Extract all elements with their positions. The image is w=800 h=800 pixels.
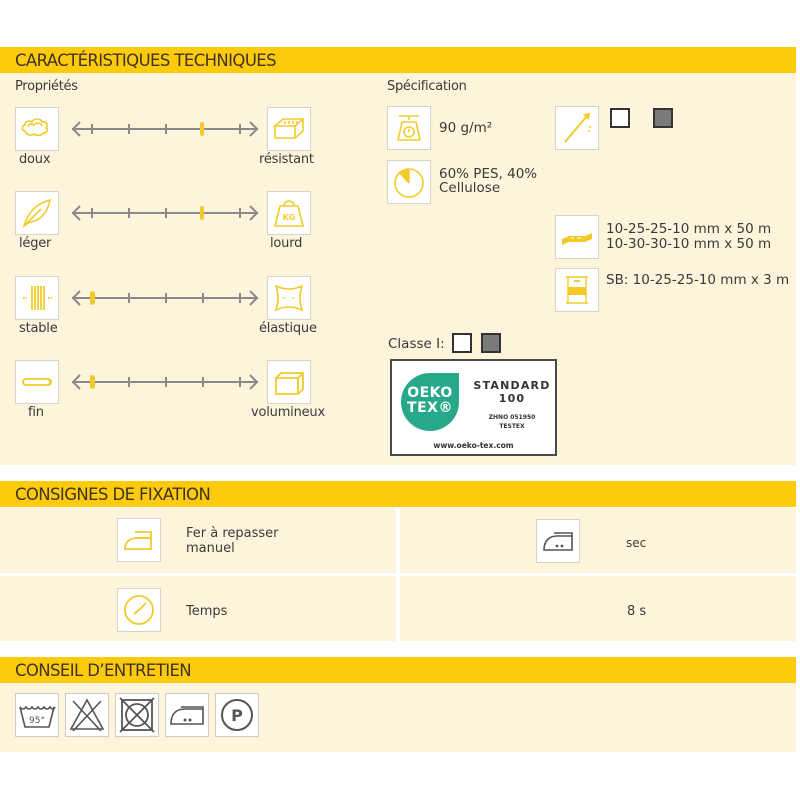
scale-stable-elastique [70,288,260,308]
class-swatch-white [452,333,472,353]
format-1: 10-25-25-10 mm x 50 m [606,221,772,237]
scale-fin-volumineux [70,372,260,392]
no-tumble-dry-icon [115,693,159,737]
composition-line1: 60% PES, 40% [439,166,538,182]
oeko-institute: TESTEX [499,423,525,430]
fixation-method-line1: Fer à repasser [186,526,279,541]
oeko-tex-logo [401,373,459,431]
iron-two-dots-icon [536,519,580,563]
svg-text:P: P [231,706,243,725]
clock-icon [117,588,161,632]
property-left-label: stable [19,321,58,336]
oeko-standard-text: STANDARD [473,379,551,392]
tape-roll-icon [555,215,599,259]
weight-value: 90 g/m² [439,120,493,136]
fixation-cell-right [400,508,796,573]
composition-line2: Cellulose [439,180,501,196]
fixation-time-value: 8 s [627,604,647,619]
property-right-label: lourd [270,236,303,251]
stable-fabric-icon [15,276,59,320]
section-header-characteristics: CARACTÉRISTIQUES TECHNIQUES [0,47,796,73]
thin-roll-icon [15,360,59,404]
oeko-line1: OEKO [407,385,453,401]
bulky-block-icon [267,360,311,404]
no-bleach-icon [65,693,109,737]
properties-label: Propriétés [15,79,78,94]
iron-medium-icon [165,693,209,737]
dry-clean-p-icon [215,693,259,737]
oeko-line2: TEX® [407,400,453,416]
sb-box-icon [555,268,599,312]
format-2: 10-30-30-10 mm x 50 m [606,236,772,252]
composition-pie-icon [387,160,431,204]
specification-label: Spécification [387,79,467,94]
iron-setting-value: sec [626,536,647,550]
wash-95-icon [15,693,59,737]
property-right-label: résistant [259,152,314,167]
section-header-fixation: CONSIGNES DE FIXATION [0,481,796,507]
property-left-label: doux [19,152,51,167]
hand-iron-icon [117,518,161,562]
feather-icon [15,191,59,235]
brick-icon [267,107,311,151]
scale-leger-lourd [70,203,260,223]
svg-text:95°: 95° [29,716,45,726]
fixation-time-label: Temps [186,604,228,619]
oeko-code [470,413,554,431]
cloud-icon [15,107,59,151]
property-right-label: volumineux [251,405,325,420]
oeko-standard [470,379,554,405]
section-header-care: CONSEIL D’ENTRETIEN [0,657,796,683]
fixation-cell-right [400,576,796,641]
property-left-label: léger [19,236,52,251]
svg-text:KG: KG [282,213,296,222]
elastic-fabric-icon [267,276,311,320]
color-swatch-grey [653,108,673,128]
class-label: Classe I: [388,336,445,352]
brush-color-icon [555,106,599,150]
oeko-standard-number: 100 [498,392,526,405]
class-swatch-grey [481,333,501,353]
property-right-label: élastique [259,321,317,336]
color-swatch-white [610,108,630,128]
scale-weight-icon [387,106,431,150]
property-left-label: fin [28,405,44,420]
sb-format: SB: 10-25-25-10 mm x 3 m [606,272,790,288]
oeko-tex-label [390,359,557,456]
oeko-code-text: ZHNO 051950 [488,414,536,421]
weight-kg-icon [267,191,311,235]
scale-doux-resistant [70,119,260,139]
fixation-method-line2: manuel [186,541,235,556]
oeko-url: www.oeko-tex.com [433,441,514,450]
